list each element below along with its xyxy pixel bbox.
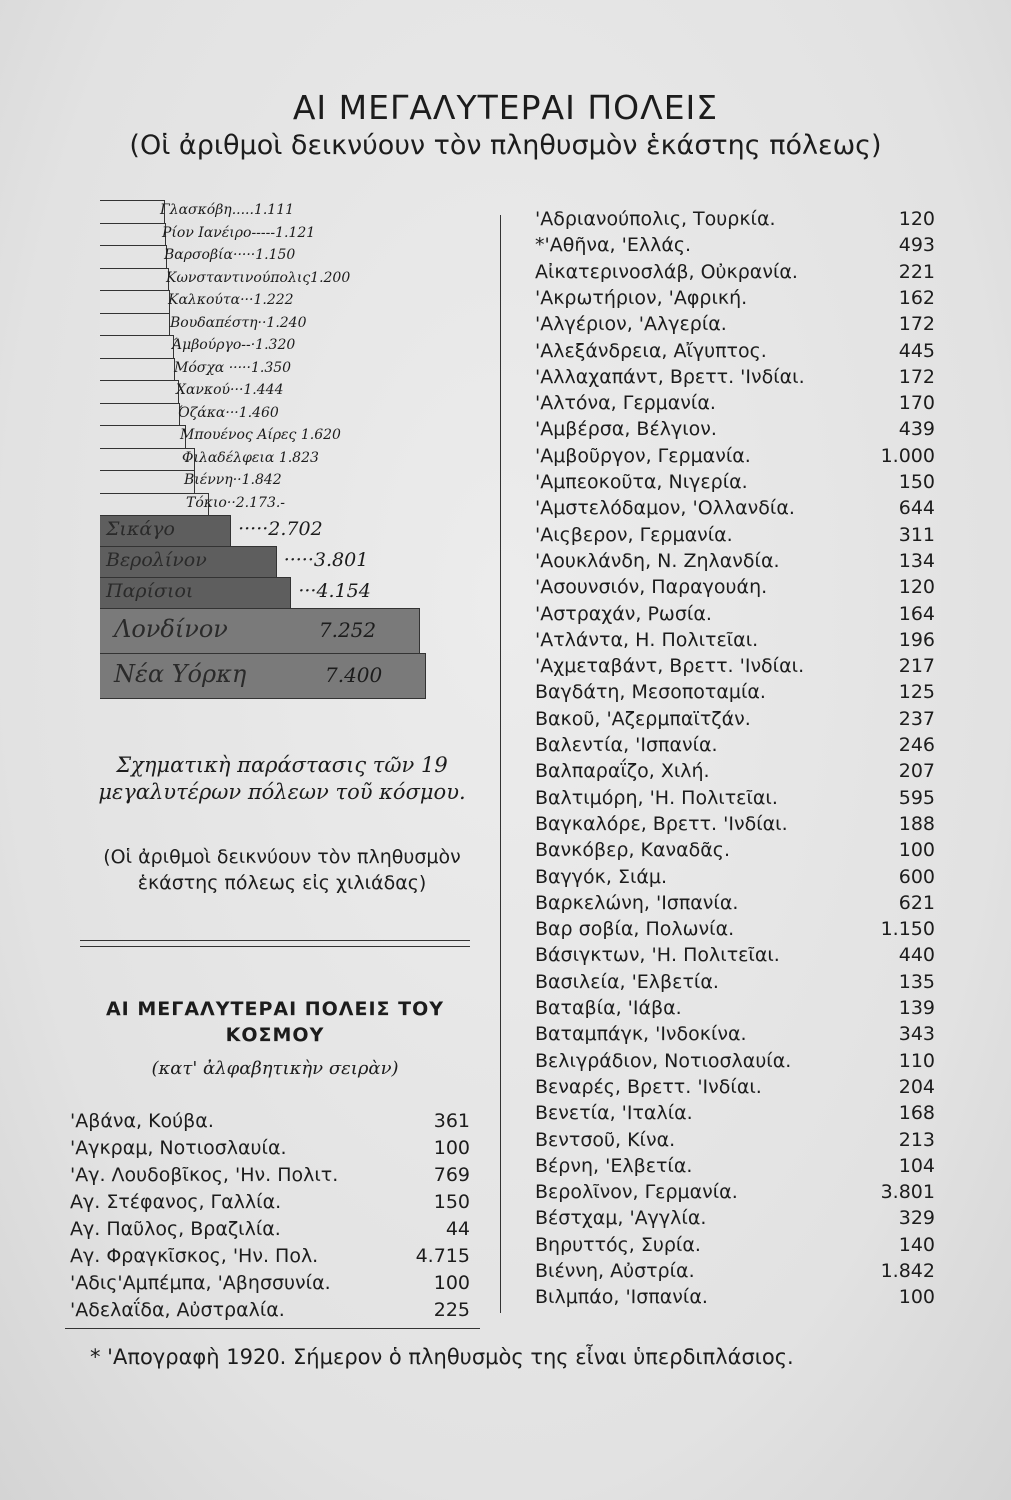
page-title: ΑΙ ΜΕΓΑΛΥΤΕΡΑΙ ΠΟΛΕΙΣ: [292, 88, 719, 127]
list-item: [70, 1191, 470, 1213]
city-name: Βαταμπάγκ, 'Ινδοκίνα.: [535, 1023, 747, 1046]
city-population: 207: [898, 760, 935, 783]
list-item: [535, 603, 935, 625]
list-item: [535, 261, 935, 283]
list-item: [535, 1023, 935, 1045]
city-population: 100: [433, 1272, 470, 1294]
chart-bar-label: Λονδίνον: [114, 615, 228, 643]
chart-bar-label: Όζάκα···1.460: [178, 404, 279, 421]
footnote-rule: [65, 1328, 480, 1329]
list-item: [535, 497, 935, 519]
list-item: [535, 1076, 935, 1098]
city-name: 'Αλτόνα, Γερμανία.: [535, 392, 716, 415]
city-name: Αγ. Φραγκῖσκος, 'Ην. Πολ.: [70, 1245, 319, 1267]
city-name: Αγ. Παῦλος, Βραζιλία.: [70, 1218, 281, 1240]
list-item: [535, 313, 935, 335]
city-name: Βιέννη, Αὐστρία.: [535, 1260, 695, 1282]
list-item: [535, 760, 935, 782]
city-population: 1.842: [880, 1260, 935, 1282]
list-item: [70, 1245, 470, 1267]
city-population: 246: [898, 734, 935, 756]
chart-value-label: ···4.154: [298, 580, 371, 602]
city-name: Βενετία, 'Ιταλία.: [535, 1102, 693, 1125]
column-divider: [500, 215, 501, 1313]
list-item: [535, 287, 935, 309]
list-item: [535, 918, 935, 940]
chart-bar-label: Κωνσταντινούπολις1.200: [166, 269, 351, 286]
left-city-list: [70, 1110, 470, 1330]
city-name: Βάσιγκτων, 'Η. Πολιτεῖαι.: [535, 944, 780, 967]
city-population: 100: [433, 1137, 470, 1159]
chart-bar: [100, 268, 169, 292]
city-population: 221: [898, 260, 935, 283]
city-population: 164: [898, 602, 935, 625]
city-name: 'Αλλαχαπάντ, Βρεττ. 'Ινδίαι.: [535, 365, 805, 388]
city-population: 135: [898, 970, 935, 993]
list-item: [535, 340, 935, 362]
city-population: 172: [898, 313, 935, 336]
city-name: 'Αδις'Αμπέμπα, 'Αβησσυνία.: [70, 1272, 331, 1294]
chart-bar: [100, 200, 165, 224]
city-population: 140: [898, 1233, 935, 1256]
city-population: 188: [898, 812, 935, 835]
city-name: Βαγκαλόρε, Βρεττ. 'Ινδίαι.: [535, 812, 788, 835]
city-name: Βαλτιμόρη, 'Η. Πολιτεῖαι.: [535, 786, 778, 809]
city-population: 439: [898, 418, 935, 441]
city-name: Βέρνη, 'Ελβετία.: [535, 1154, 693, 1177]
city-name: 'Αμβοῦργον, Γερμανία.: [535, 444, 751, 467]
city-population: 104: [898, 1154, 935, 1177]
city-name: Βαγγόκ, Σιάμ.: [535, 865, 668, 888]
city-name: 'Αγ. Λουδοβῖκος, 'Ην. Πολιτ.: [70, 1164, 339, 1186]
city-name: 'Αιςβερον, Γερμανία.: [535, 523, 733, 546]
chart-bar-label: Καλκούτα···1.222: [168, 292, 294, 308]
city-name: 'Ακρωτήριον, 'Αφρική.: [535, 286, 748, 309]
population-chart: [100, 200, 435, 740]
city-name: 'Αλεξάνδρεια, Αἴγυπτος.: [535, 339, 767, 362]
city-name: 'Ατλάντα, Η. Πολιτεῖαι.: [535, 628, 759, 651]
list-item: [535, 392, 935, 414]
list-item: [535, 1129, 935, 1151]
city-name: 'Αδελαΐδα, Αὐστραλία.: [70, 1299, 285, 1321]
city-name: 'Αγκραμ, Νοτιοσλαυία.: [70, 1137, 287, 1159]
city-name: Βεναρές, Βρεττ. 'Ινδίαι.: [535, 1075, 762, 1098]
city-population: 150: [433, 1191, 470, 1213]
city-name: Βαλεντία, 'Ισπανία.: [535, 734, 718, 756]
divider-top: [80, 940, 470, 941]
list-item: [535, 550, 935, 572]
chart-bar-label: Βαρσοβία·····1.150: [164, 247, 296, 263]
city-population: 343: [898, 1023, 935, 1046]
list-item: [535, 681, 935, 703]
footnote: * 'Απογραφὴ 1920. Σήμερον ὁ πληθυσμὸς της εἶναι ὑπερδιπλάσιος.: [90, 1345, 794, 1369]
city-population: 595: [898, 786, 935, 809]
chart-bar-label: Νέα Υόρκη: [114, 660, 247, 688]
city-population: 120: [898, 576, 935, 599]
list-item: [535, 234, 935, 256]
list-item: [535, 655, 935, 677]
city-name: Βαγδάτη, Μεσοποταμία.: [535, 681, 766, 704]
chart-value-label: ·····3.801: [283, 549, 369, 571]
list-item: [535, 734, 935, 756]
city-population: 311: [898, 523, 935, 546]
list-item: [535, 576, 935, 598]
chart-bar: [100, 313, 170, 337]
list-item: [70, 1110, 470, 1132]
list-item: [535, 629, 935, 651]
city-name: 'Αουκλάνδη, Ν. Ζηλανδία.: [535, 549, 780, 572]
list-item: [535, 366, 935, 388]
list-item: [535, 445, 935, 467]
list-item: [535, 866, 935, 888]
city-population: 1.150: [880, 918, 935, 941]
city-population: 644: [898, 497, 935, 520]
city-population: 329: [898, 1207, 935, 1230]
city-name: Βανκόβερ, Καναδᾶς.: [535, 839, 730, 862]
city-population: 120: [898, 208, 935, 230]
city-name: Βακοῦ, 'Αζερμπαϊτζάν.: [535, 707, 751, 730]
list-item: [70, 1272, 470, 1294]
chart-bar-label: Φιλαδέλφεια 1.823: [182, 449, 319, 466]
city-name: 'Αστραχάν, Ρωσία.: [535, 602, 712, 625]
city-population: 172: [898, 365, 935, 388]
city-population: 4.715: [415, 1245, 470, 1267]
city-name: 'Ασουνσιόν, Παραγουάη.: [535, 576, 768, 599]
list-item: [535, 892, 935, 914]
city-population: 204: [898, 1075, 935, 1098]
chart-bar: [100, 448, 195, 472]
city-name: 'Αμβέρσα, Βέλγιον.: [535, 418, 717, 441]
city-population: 493: [898, 234, 935, 257]
city-population: 110: [898, 1049, 935, 1072]
list-header: ΑΙ ΜΕΓΑΛΥΤΕΡΑΙ ΠΟΛΕΙΣ ΤΟΥ ΚΟΣΜΟΥ: [105, 998, 445, 1046]
list-item: [535, 1286, 935, 1308]
city-name: 'Αδριανούπολις, Τουρκία.: [535, 208, 776, 230]
chart-bar-label: Βουδαπέστη··1.240: [170, 314, 307, 331]
chart-bar-label: Μπουένος Αίρες 1.620: [180, 427, 341, 443]
chart-bar-label: Ρίον Ιανέιρο-----1.121: [162, 224, 316, 241]
city-name: *'Αθῆνα, 'Ελλάς.: [535, 234, 692, 257]
city-population: 196: [898, 628, 935, 651]
city-name: Βαρκελώνη, 'Ισπανία.: [535, 891, 739, 914]
city-population: 100: [898, 1286, 935, 1309]
city-population: 139: [898, 997, 935, 1019]
list-subheader: (κατ' ἀλφαβητικὴν σειρὰν): [151, 1058, 399, 1079]
chart-bar: [100, 335, 174, 359]
city-name: Βαταβία, 'Ιάβα.: [535, 997, 682, 1019]
city-population: 445: [898, 339, 935, 362]
chart-bar: [100, 470, 195, 494]
list-item: [535, 1234, 935, 1256]
list-item: [535, 944, 935, 966]
chart-value-label: ·····2.702: [238, 518, 323, 540]
city-name: Βαλπαραΐζο, Χιλή.: [535, 760, 710, 783]
city-name: 'Αλγέριον, 'Αλγερία.: [535, 313, 727, 336]
chart-value-label: 7.400: [325, 662, 383, 687]
chart-bar: [100, 425, 186, 449]
city-population: 150: [898, 471, 935, 493]
list-item: [535, 787, 935, 809]
city-population: 100: [898, 839, 935, 862]
city-population: 217: [898, 655, 935, 678]
city-name: Βαρ σοβία, Πολωνία.: [535, 918, 735, 941]
chart-value-label: 7.252: [318, 617, 377, 642]
city-population: 125: [898, 681, 935, 704]
chart-bar-label: Βερολίνον: [106, 549, 207, 572]
city-name: 'Αβάνα, Κούβα.: [70, 1110, 214, 1132]
city-name: Βέστχαμ, 'Αγγλία.: [535, 1207, 707, 1230]
list-item: [535, 1181, 935, 1203]
city-name: Βερολῖνον, Γερμανία.: [535, 1181, 738, 1204]
city-population: 769: [433, 1164, 470, 1186]
chart-bar-label: Βιέννη··1.842: [184, 472, 282, 488]
city-name: 'Αχμεταβάντ, Βρεττ. 'Ινδίαι.: [535, 655, 805, 678]
chart-bar: [100, 380, 179, 404]
list-item: [535, 1260, 935, 1282]
chart-bar: [100, 245, 167, 269]
list-item: [535, 839, 935, 861]
city-name: Αγ. Στέφανος, Γαλλία.: [70, 1191, 282, 1213]
list-item: [70, 1164, 470, 1186]
city-population: 134: [898, 549, 935, 572]
list-item: [535, 971, 935, 993]
city-population: 168: [898, 1102, 935, 1125]
list-item: [535, 1155, 935, 1177]
city-population: 162: [898, 286, 935, 309]
list-item: [70, 1137, 470, 1159]
chart-bar: [100, 290, 170, 314]
city-name: Βηρυττός, Συρία.: [535, 1233, 701, 1256]
city-population: 237: [898, 707, 935, 730]
right-city-list: [535, 208, 935, 1323]
city-population: 44: [445, 1218, 470, 1240]
city-name: Βιλμπάο, 'Ισπανία.: [535, 1286, 708, 1309]
chart-bar-label: Μόσχα ·····1.350: [174, 359, 292, 376]
city-name: 'Αμπεοκοῦτα, Νιγερία.: [535, 471, 748, 493]
city-population: 440: [898, 944, 935, 967]
chart-bar: [100, 403, 180, 427]
city-population: 621: [898, 891, 935, 914]
city-population: 600: [898, 865, 935, 888]
city-population: 225: [433, 1299, 470, 1321]
chart-note: (Οἱ ἀριθμοὶ δεικνύουν τὸν πληθυσμὸν ἑκάστης πόλεως εἰς χιλιάδας): [103, 846, 461, 894]
divider-bottom: [80, 946, 470, 947]
city-population: 170: [898, 392, 935, 415]
city-name: Βασιλεία, 'Ελβετία.: [535, 970, 719, 993]
list-item: [535, 997, 935, 1019]
chart-bar-label: Γλασκόβη.....1.111: [160, 202, 295, 218]
chart-caption: Σχηματικὴ παράστασις τῶν 19 μεγαλυτέρων πόλεων τοῦ κόσμου.: [98, 753, 466, 804]
chart-bar-label: Άμβούργο--·1.320: [172, 337, 296, 353]
chart-bar-label: Χανκού···1.444: [176, 382, 284, 398]
list-item: [535, 1102, 935, 1124]
chart-bar-label: Τόκιο··2.173.-: [186, 494, 286, 511]
list-item: [535, 1207, 935, 1229]
chart-bar-label: Παρίσιοι: [106, 580, 194, 603]
chart-bar: [100, 223, 166, 247]
city-population: 213: [898, 1128, 935, 1151]
list-item: [535, 471, 935, 493]
city-name: Βεντσοῦ, Κίνα.: [535, 1128, 676, 1151]
chart-bar-label: Σικάγο: [106, 518, 175, 541]
city-name: Αἰκατερινοσλάβ, Οὐκρανία.: [535, 260, 798, 283]
city-name: Βελιγράδιον, Νοτιοσλαυία.: [535, 1049, 792, 1072]
city-population: 361: [433, 1110, 470, 1132]
city-population: 1.000: [880, 444, 935, 467]
list-item: [535, 524, 935, 546]
list-item: [535, 813, 935, 835]
city-name: 'Αμστελόδαμον, 'Ολλανδία.: [535, 497, 795, 520]
list-item: [535, 418, 935, 440]
list-item: [70, 1218, 470, 1240]
list-item: [535, 1050, 935, 1072]
chart-bar: [100, 358, 175, 382]
list-item: [535, 708, 935, 730]
city-population: 3.801: [880, 1181, 935, 1204]
list-item: [535, 208, 935, 230]
list-item: [70, 1299, 470, 1321]
page-subtitle: (Οἱ ἀριθμοὶ δεικνύουν τὸν πληθυσμὸν ἑκάστης πόλεως): [129, 130, 882, 161]
